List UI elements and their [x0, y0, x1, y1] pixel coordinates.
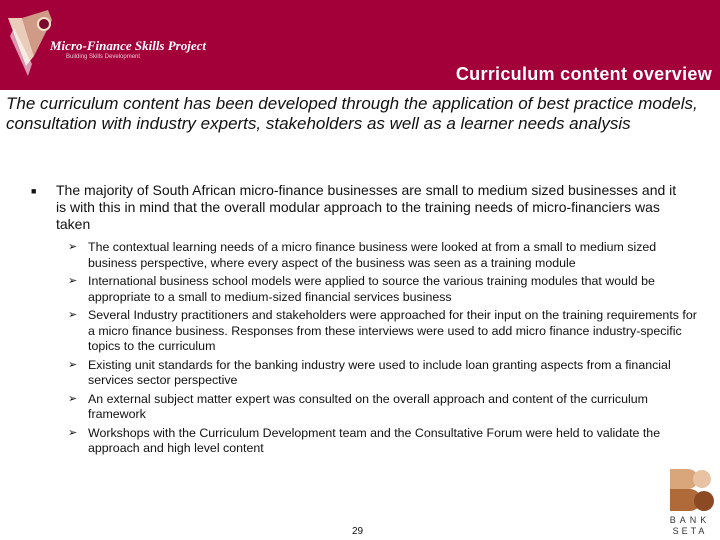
logo-tagline: Building Skills Development — [66, 54, 141, 60]
micro-finance-logo — [4, 6, 206, 84]
sub-bullet-item — [68, 426, 698, 457]
sub-bullet-item — [68, 392, 698, 423]
bank-logo-word1: BANK — [669, 515, 711, 525]
header-banner — [0, 0, 720, 90]
sub-bullet-text: Existing unit standards for the banking industry were used to include loan granting aspects from a financial services sector perspective — [88, 357, 671, 387]
sub-bullet-text: The contextual learning needs of a micro finance business were looked at from a small to medium sized business perspective, where every aspect of the business was seen as a training module — [88, 240, 657, 270]
sub-bullet-text: International business school models were applied to source the various training modules that would be appropriate to a small to medium-sized financial services business — [88, 274, 655, 304]
sub-bullet-text: An external subject matter expert was consulted on the overall approach and content of the curriculum framework — [88, 391, 648, 421]
bank-seta-logo — [662, 465, 718, 537]
sub-bullet-item — [68, 274, 698, 305]
sub-bullet-item — [68, 240, 698, 271]
sub-bullet-list — [68, 240, 698, 460]
slide-title: Curriculum content overview — [455, 64, 712, 84]
sub-bullet-item — [68, 358, 698, 389]
sub-bullet-item — [68, 308, 698, 355]
intro-text: The curriculum content has been developed through the application of best practice models, consultation with industry experts, stakeholders as well as a learner needs analysis — [6, 94, 698, 133]
arrow-bullet-icon: ➢ — [68, 358, 78, 371]
arrow-bullet-icon: ➢ — [68, 426, 78, 439]
main-bullet-text: The majority of South African micro-finance businesses are small to medium sized businesses and it is with this in mind that the overall modular approach to the training needs of micro-financiers was taken — [56, 182, 677, 232]
square-bullet-icon: ■ — [31, 186, 37, 196]
main-bullet — [31, 182, 684, 233]
sub-bullet-text: Workshops with the Curriculum Development team and the Consultative Forum were held to validate the approach and high level content — [88, 425, 661, 455]
arrow-bullet-icon: ➢ — [68, 275, 78, 287]
page-number: 29 — [352, 526, 364, 537]
arrow-bullet-icon: ➢ — [68, 241, 78, 253]
arrow-bullet-icon: ➢ — [68, 309, 78, 321]
logo-text: Micro-Finance Skills Project — [50, 38, 206, 53]
sub-bullet-text: Several Industry practitioners and stakeholders were approached for their input on the training requirements for a micro finance business. Responses from these interviews were used to add micro finance industry-specific topics to the curriculum — [88, 308, 697, 353]
bank-logo-word2: SETA — [672, 526, 708, 536]
arrow-bullet-icon: ➢ — [68, 392, 78, 405]
